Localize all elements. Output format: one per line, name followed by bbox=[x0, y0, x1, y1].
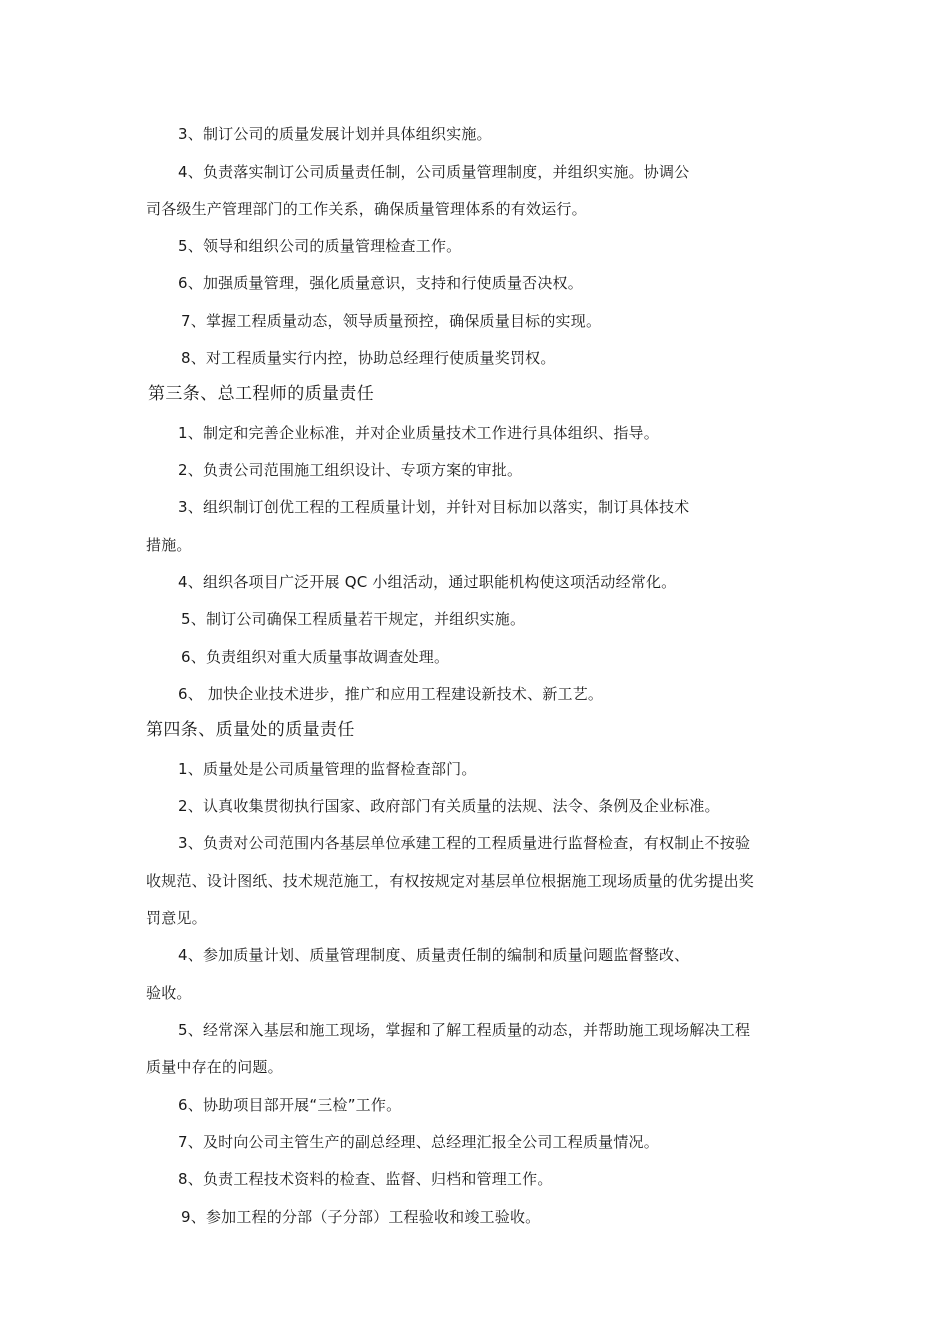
paragraph-line: 4、组织各项目广泛开展 QC 小组活动，通过职能机构使这项活动经常化。 bbox=[178, 573, 677, 591]
paragraph-line: 5、经常深入基层和施工现场，掌握和了解工程质量的动态，并帮助施工现场解决工程 bbox=[178, 1021, 751, 1039]
paragraph-line: 收规范、设计图纸、技术规范施工，有权按规定对基层单位根据施工现场质量的优劣提出奖 bbox=[146, 872, 755, 890]
paragraph-line: 5、领导和组织公司的质量管理检查工作。 bbox=[178, 237, 462, 255]
paragraph-line: 措施。 bbox=[146, 536, 192, 554]
paragraph-line: 1、质量处是公司质量管理的监督检查部门。 bbox=[178, 760, 477, 778]
paragraph-line: 2、负责公司范围施工组织设计、专项方案的审批。 bbox=[178, 461, 523, 479]
paragraph-line: 2、认真收集贯彻执行国家、政府部门有关质量的法规、法令、条例及企业标准。 bbox=[178, 797, 720, 815]
section-heading: 第四条、质量处的质量责任 bbox=[146, 720, 355, 740]
paragraph-line: 司各级生产管理部门的工作关系，确保质量管理体系的有效运行。 bbox=[146, 200, 587, 218]
section-heading: 第三条、总工程师的质量责任 bbox=[148, 384, 375, 404]
paragraph-line: 3、负责对公司范围内各基层单位承建工程的工程质量进行监督检查，有权制止不按验 bbox=[178, 834, 751, 852]
paragraph-line: 1、制定和完善企业标准，并对企业质量技术工作进行具体组织、指导。 bbox=[178, 424, 659, 442]
paragraph-line: 4、负责落实制订公司质量责任制，公司质量管理制度，并组织实施。协调公 bbox=[178, 163, 690, 181]
paragraph-line: 5、制订公司确保工程质量若干规定，并组织实施。 bbox=[181, 610, 526, 628]
paragraph-line: 验收。 bbox=[146, 984, 192, 1002]
paragraph-line: 6、 加快企业技术进步，推广和应用工程建设新技术、新工艺。 bbox=[178, 685, 604, 703]
paragraph-line: 罚意见。 bbox=[146, 909, 207, 927]
paragraph-line: 8、对工程质量实行内控，协助总经理行使质量奖罚权。 bbox=[181, 349, 556, 367]
paragraph-line: 8、负责工程技术资料的检查、监督、归档和管理工作。 bbox=[178, 1170, 553, 1188]
paragraph-line: 3、制订公司的质量发展计划并具体组织实施。 bbox=[178, 125, 492, 143]
paragraph-line: 质量中存在的问题。 bbox=[146, 1058, 283, 1076]
paragraph-line: 7、掌握工程质量动态，领导质量预控，确保质量目标的实现。 bbox=[181, 312, 602, 330]
paragraph-line: 7、及时向公司主管生产的副总经理、总经理汇报全公司工程质量情况。 bbox=[178, 1133, 659, 1151]
paragraph-line: 4、参加质量计划、质量管理制度、质量责任制的编制和质量问题监督整改、 bbox=[178, 946, 690, 964]
paragraph-line: 6、负责组织对重大质量事故调查处理。 bbox=[181, 648, 450, 666]
paragraph-line: 6、加强质量管理，强化质量意识，支持和行使质量否决权。 bbox=[178, 274, 583, 292]
paragraph-line: 6、协助项目部开展“三检”工作。 bbox=[178, 1096, 402, 1114]
paragraph-line: 3、组织制订创优工程的工程质量计划，并针对目标加以落实，制订具体技术 bbox=[178, 498, 690, 516]
paragraph-line: 9、参加工程的分部（子分部）工程验收和竣工验收。 bbox=[181, 1208, 541, 1226]
